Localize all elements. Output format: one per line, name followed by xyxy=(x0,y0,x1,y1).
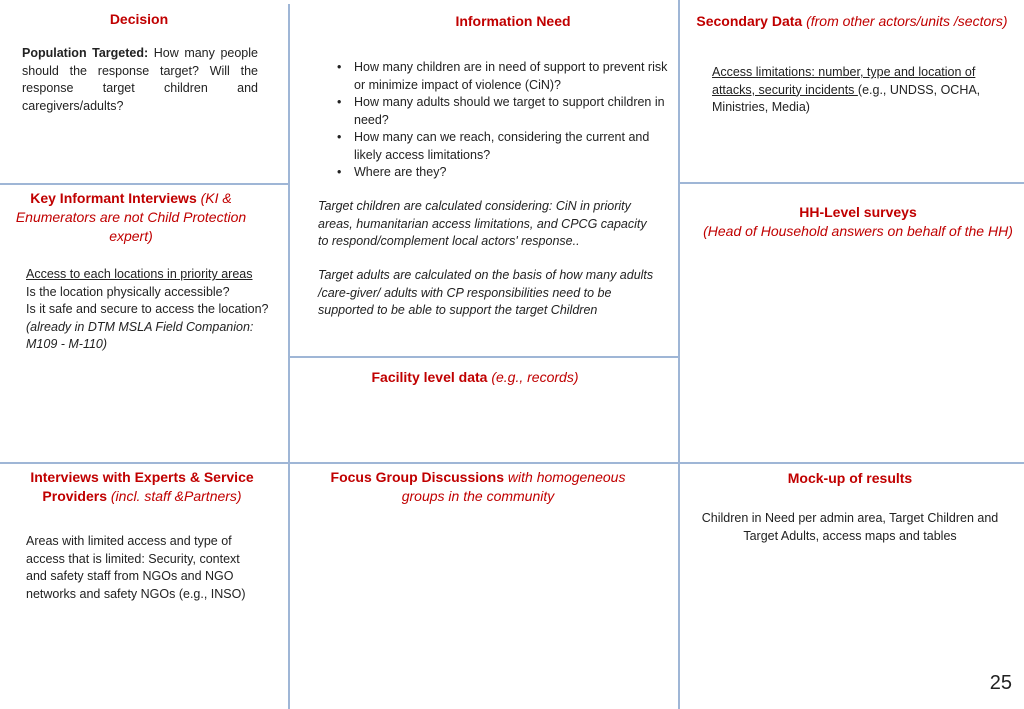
information-need-title: Information Need xyxy=(455,13,571,29)
hh-surveys-title: HH-Level surveys xyxy=(799,204,917,220)
grid-divider-right-top xyxy=(678,182,1024,184)
experts-text: Areas with limited access and type of access that is limited: Security, context and safety staff from NGOs and NGO networks and safety NGOs (e.g., INSO) xyxy=(26,534,246,601)
key-informant-cell xyxy=(0,189,288,351)
facility-title xyxy=(290,368,660,387)
target-adults-note: Target adults are calculated on the basis of how many adults /care-giver/ adults with CP responsibilities need to be supported to be able to support the target Children xyxy=(318,268,654,317)
mockup-title: Mock-up of results xyxy=(787,470,913,486)
population-targeted-label: Population Targeted: xyxy=(22,46,149,60)
secondary-data-title-italic: (from other actors/units /sectors) xyxy=(806,13,1008,29)
key-informant-title xyxy=(0,189,262,246)
experts-title xyxy=(0,468,284,506)
key-informant-title-main: Key Informant Interviews xyxy=(30,190,197,206)
experts-title-main: Interviews with Experts & Service Providers xyxy=(30,469,254,504)
key-informant-dtm-note: (already in DTM MSLA Field Companion: M109 - M-110) xyxy=(26,319,254,351)
key-informant-text xyxy=(26,266,271,354)
key-informant-title-italic: (KI & Enumerators are not Child Protection expert) xyxy=(15,190,247,244)
experts-cell xyxy=(0,468,288,601)
secondary-data-cell xyxy=(680,12,1024,114)
information-need-cell xyxy=(290,12,678,317)
access-limitations-text: Access limitations: number, type and location of attacks, security incidents xyxy=(712,65,976,97)
decision-title: Decision xyxy=(109,11,169,27)
mockup-cell xyxy=(680,469,1024,543)
key-informant-line-1: Access to each locations in priority areas xyxy=(26,267,253,281)
facility-title-italic: (e.g., records) xyxy=(491,369,579,385)
hh-surveys-cell xyxy=(680,203,1024,239)
grid-divider-bottom xyxy=(0,462,1024,464)
facility-title-main: Facility level data xyxy=(371,369,488,385)
page-number: 25 xyxy=(989,672,1012,694)
secondary-data-title-main: Secondary Data xyxy=(696,13,803,29)
experts-title-italic: (incl. staff &Partners) xyxy=(110,488,242,504)
fgd-title xyxy=(290,468,666,506)
fgd-title-main: Focus Group Discussions xyxy=(330,469,505,485)
mockup-text: Children in Need per admin area, Target Children and Target Adults, access maps and tables xyxy=(701,511,999,543)
information-need-bullets xyxy=(336,59,674,182)
information-need-bullet: • How many can we reach, considering the current and likely access limitations? xyxy=(354,129,674,164)
population-targeted-question: How many people should the response target? Will the response target children and caregivers/adults? xyxy=(22,46,258,113)
key-informant-line-3: Is it safe and secure to access the location? (already in DTM MSLA Field Companion: M109 - M-110) xyxy=(26,302,269,351)
key-informant-line-2: Is the location physically accessible? xyxy=(26,284,230,299)
decision-cell xyxy=(0,10,288,113)
secondary-data-sources: (e.g., UNDSS, OCHA, Ministries, Media) xyxy=(712,82,981,114)
information-need-bullet: • Where are they? xyxy=(354,164,674,182)
information-need-bullet: • How many adults should we target to support children in need? xyxy=(354,94,674,129)
grid-divider-left-top xyxy=(0,183,290,185)
information-need-bullet: • How many children are in need of support to prevent risk or minimize impact of violence (CiN)? xyxy=(354,59,674,94)
fgd-title-italic: with homogeneous groups in the community xyxy=(401,469,626,504)
population-targeted-text xyxy=(22,45,258,115)
hh-surveys-subtitle: (Head of Household answers on behalf of the HH) xyxy=(703,223,1013,239)
secondary-data-title xyxy=(680,12,1024,31)
facility-cell xyxy=(290,368,678,387)
grid-divider-center-mid xyxy=(288,356,680,358)
grid-divider-right xyxy=(678,0,680,709)
target-children-note: Target children are calculated considering: CiN in priority areas, humanitarian access limitations, and CPCG capacity to respond/complement local actors' response.. xyxy=(318,199,647,248)
fgd-cell xyxy=(290,468,678,506)
secondary-data-text xyxy=(712,64,1002,117)
